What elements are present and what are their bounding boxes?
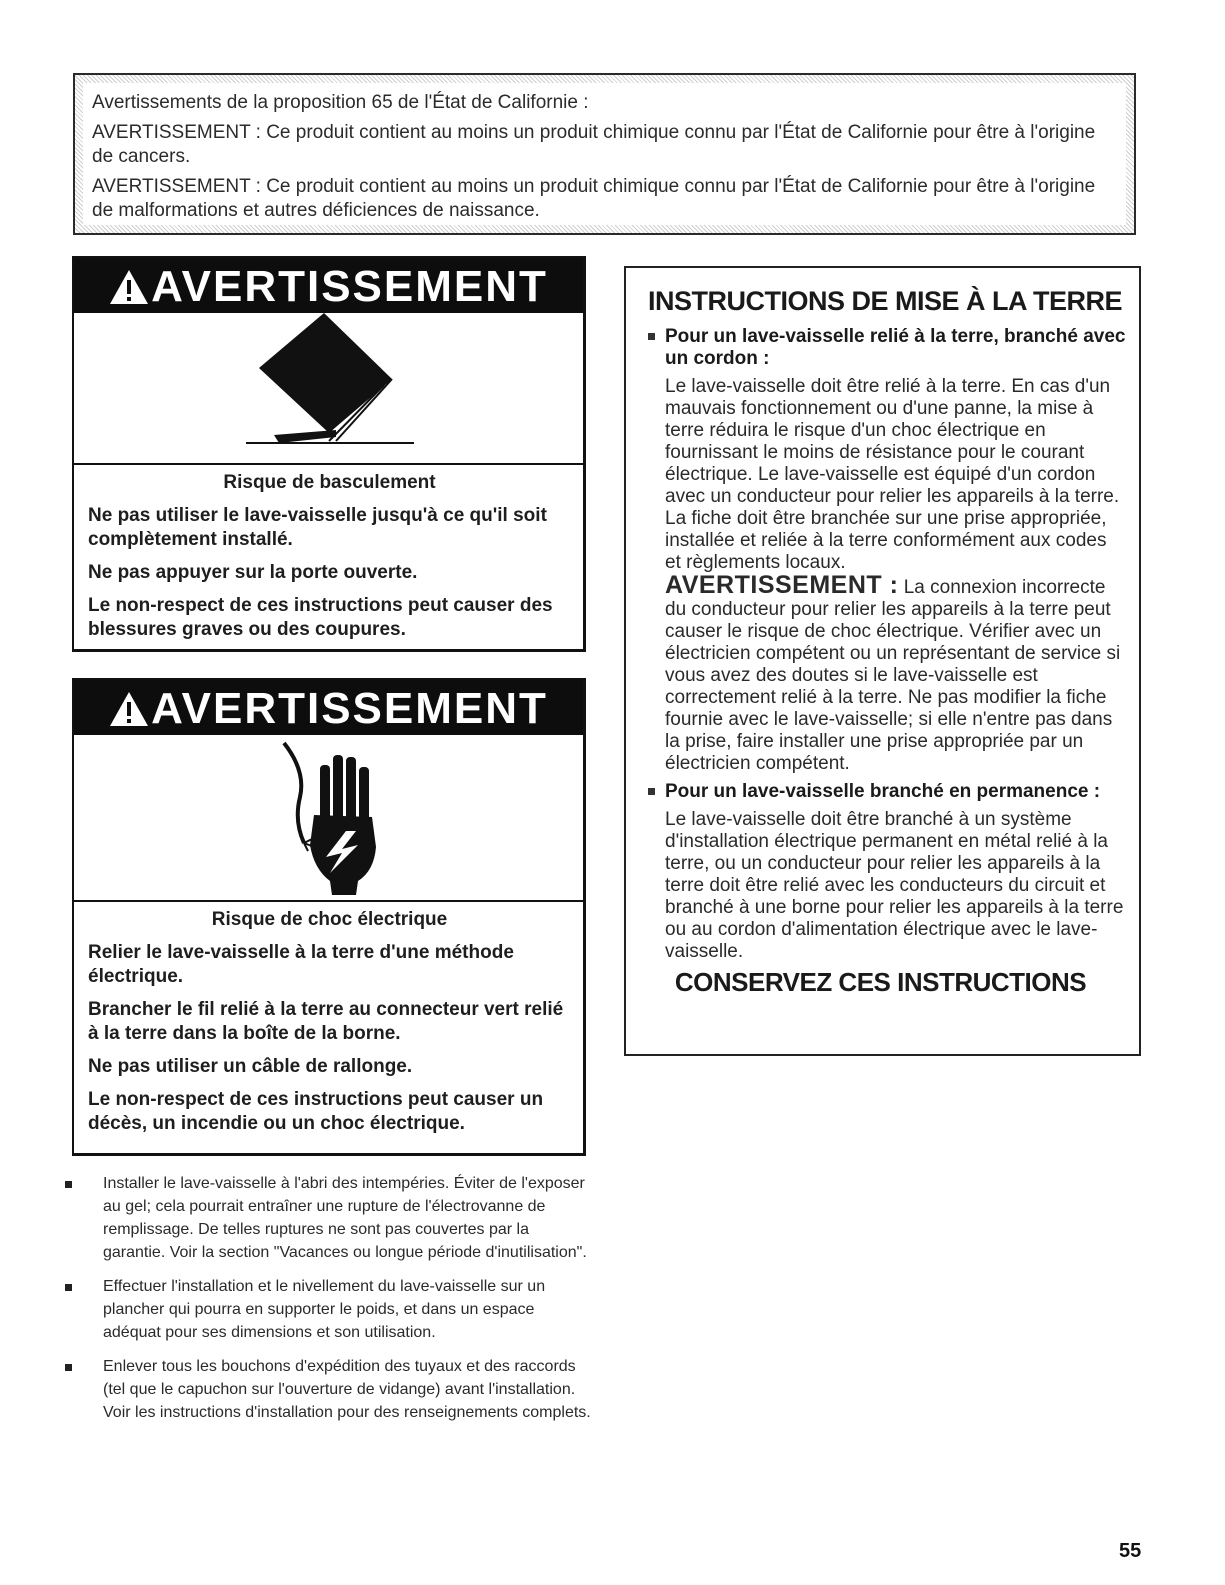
electric-shock-pictogram	[74, 735, 583, 902]
electric-shock-risk-title: Risque de choc électrique	[211, 909, 448, 930]
tip-over-warning-box	[72, 256, 586, 652]
permanent-heading-text: Pour un lave-vaisselle branché en permanence :	[665, 781, 1101, 802]
prop65-notice	[73, 73, 1136, 235]
grounding-warning	[648, 571, 1127, 775]
list-item	[65, 1172, 595, 1264]
grounding-instructions-box	[624, 266, 1141, 1056]
permanent-body: Le lave-vaisselle doit être branché à un système d'installation électrique permanent en métal relié à la terre, ou un conducteur pour relier les appareils à la terre doit être relié avec les conducteurs du circuit et branché à une borne pour relier les appareils à la terre ou au cordon d'alimentation électrique avec le lave-vaisselle.	[665, 809, 1124, 962]
electric-shock-line: Le non-respect de ces instructions peut causer un décès, un incendie ou un choc électrique.	[88, 1089, 544, 1134]
tip-over-line: Ne pas utiliser le lave-vaisselle jusqu'à ce qu'il soit complètement installé.	[88, 505, 547, 550]
prop65-title: Avertissements de la proposition 65 de l'État de Californie :	[92, 92, 589, 113]
electric-shock-warning-box	[72, 678, 586, 1156]
warning-header	[74, 258, 583, 313]
list-item	[65, 1275, 595, 1344]
prop65-warning-birth: AVERTISSEMENT : Ce produit contient au moins un produit chimique connu par l'État de Californie pour être à l'origine de malformations et autres déficiences de naissance.	[92, 176, 1096, 221]
bullet-square-icon	[65, 1284, 72, 1291]
grounding-warning-label: AVERTISSEMENT :	[665, 571, 899, 599]
warning-header-label: AVERTISSEMENT	[151, 684, 548, 733]
electric-shock-icon	[74, 735, 584, 900]
install-list	[65, 1172, 595, 1435]
permanent-heading	[648, 781, 1127, 803]
conserve-instructions: CONSERVEZ CES INSTRUCTIONS	[674, 967, 1087, 997]
warning-triangle-icon	[109, 691, 149, 727]
bullet-square-icon	[648, 788, 655, 795]
corded-heading	[648, 326, 1127, 370]
page-number: 55	[1119, 1540, 1142, 1562]
grounding-warning-body: La connexion incorrecte du conducteur pour relier les appareils à la terre peut causer le risque de choc électrique. Vérifier avec un électricien compétent ou un représentant de service si vous avez des doutes si le lave-vaisselle est correctement relié à la terre. Ne pas modifier la fiche fournie avec le lave-vaisselle; si elle n'entre pas dans la prise, faire installer une prise appropriée par un électricien compétent.	[665, 577, 1121, 774]
electric-shock-line: Relier le lave-vaisselle à la terre d'une méthode électrique.	[88, 942, 514, 987]
list-item	[65, 1355, 595, 1424]
warning-header	[74, 680, 583, 735]
bullet-square-icon	[648, 333, 655, 340]
corded-body: Le lave-vaisselle doit être relié à la terre. En cas d'un mauvais fonctionnement ou d'une panne, la mise à terre réduira le risque d'un choc électrique en fournissant le moins de résistance pour le courant électrique. Le lave-vaisselle est équipé d'un cordon avec un conducteur pour relier les appareils à la terre. La fiche doit être branchée sur une prise appropriée, installée et reliée à la terre conformément aux codes et règlements locaux.	[665, 376, 1120, 573]
list-item-text: Effectuer l'installation et le nivellement du lave-vaisselle sur un plancher qui pourra en supporter le poids, et dans un espace adéquat pour ses dimensions et son utilisation.	[103, 1278, 546, 1341]
tip-over-icon	[74, 313, 584, 463]
bullet-square-icon	[65, 1364, 72, 1371]
warning-triangle-icon	[109, 269, 149, 305]
tip-over-risk-title: Risque de basculement	[223, 472, 436, 493]
tip-over-line: Ne pas appuyer sur la porte ouverte.	[88, 562, 418, 583]
corded-heading-text: Pour un lave-vaisselle relié à la terre, branché avec un cordon :	[665, 326, 1126, 369]
tip-over-pictogram	[74, 313, 583, 465]
list-item-text: Installer le lave-vaisselle à l'abri des intempéries. Éviter de l'exposer au gel; cela pourrait entraîner une rupture de l'électrovanne de remplissage. De telles ruptures ne sont pas couvertes par la garantie. Voir la section "Vacances ou longue période d'inutilisation".	[103, 1175, 587, 1261]
electric-shock-line: Ne pas utiliser un câble de rallonge.	[88, 1056, 413, 1077]
bullet-square-icon	[65, 1181, 72, 1188]
electric-shock-line: Brancher le fil relié à la terre au connecteur vert relié à la terre dans la boîte de la borne.	[88, 999, 564, 1044]
prop65-warning-cancer: AVERTISSEMENT : Ce produit contient au moins un produit chimique connu par l'État de Californie pour être à l'origine de cancers.	[92, 122, 1096, 167]
grounding-title: INSTRUCTIONS DE MISE À LA TERRE	[648, 286, 1123, 316]
tip-over-line: Le non-respect de ces instructions peut causer des blessures graves ou des coupures.	[88, 595, 553, 640]
warning-header-label: AVERTISSEMENT	[151, 262, 548, 311]
list-item-text: Enlever tous les bouchons d'expédition des tuyaux et des raccords (tel que le capuchon sur l'ouverture de vidange) avant l'installation. Voir les instructions d'installation pour des renseignements complets.	[103, 1358, 591, 1421]
